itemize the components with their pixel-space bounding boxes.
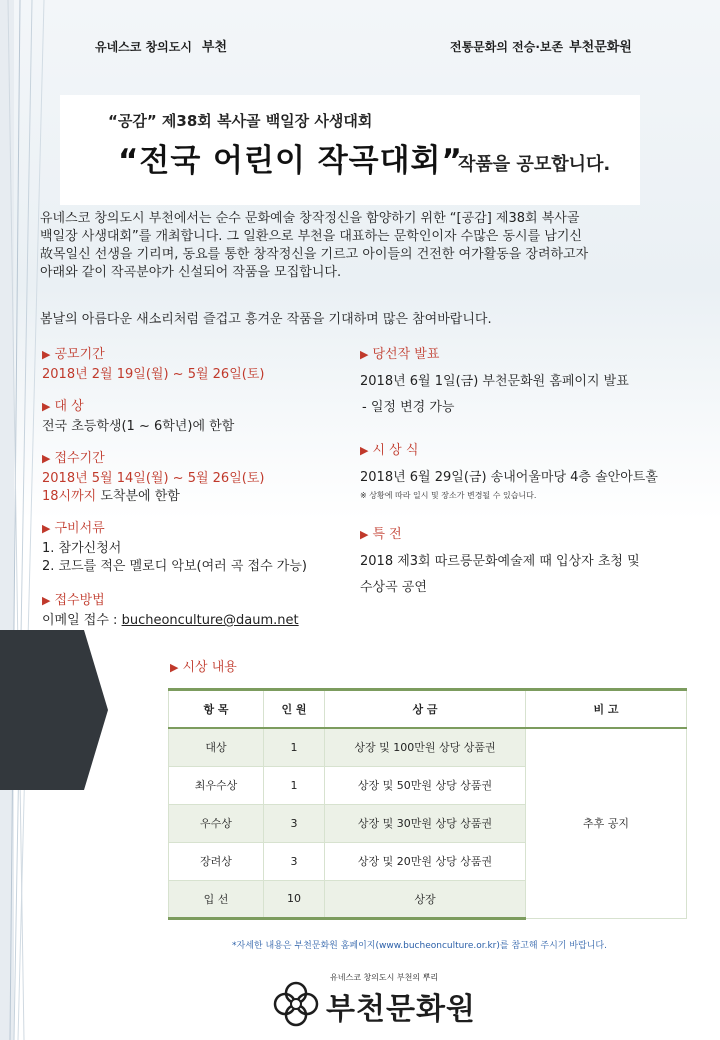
prize-award: 상장 (325, 880, 526, 918)
main-title-suffix: 작품을 공모합니다. (458, 154, 611, 175)
header-left-city: 부천 (201, 40, 228, 55)
method-prefix: 이메일 접수 : (42, 613, 122, 628)
section-label: 접수기간 (54, 451, 105, 466)
prize-item: 최우수상 (169, 766, 264, 804)
prize-item: 우수상 (169, 804, 264, 842)
prize-count: 3 (264, 804, 325, 842)
prize-item: 대상 (169, 728, 264, 766)
docs-item: 2. 코드를 적은 멜로디 악보(여러 곡 접수 가능) (42, 559, 307, 574)
cultural-center-logo-icon (270, 978, 322, 1030)
section-label: 공모기간 (54, 347, 105, 362)
ceremony-value: 2018년 6월 29일(금) 송내어울마당 4층 솔안아트홀 (360, 470, 658, 485)
section-special (360, 526, 640, 597)
triangle-right-icon: ▶ (360, 444, 369, 457)
triangle-right-icon: ▶ (42, 594, 51, 607)
prize-item: 장려상 (169, 842, 264, 880)
triangle-right-icon: ▶ (360, 528, 369, 541)
table-header: 인 원 (264, 690, 325, 729)
submit-deadline: 18시까지 (42, 489, 97, 504)
table-header: 비 고 (526, 690, 687, 729)
prize-count: 1 (264, 766, 325, 804)
logo-subtitle: 유네스코 창의도시 부천의 뿌리 (330, 973, 439, 982)
intro-line: 백일장 사생대회”를 개최합니다. 그 일환으로 부천을 대표하는 문학인이자 수많은 동시를 남기신 (40, 229, 582, 244)
header-left-prefix: 유네스코 창의도시 (95, 40, 192, 54)
table-header: 상 금 (325, 690, 526, 729)
section-method (42, 592, 299, 630)
table-row (169, 728, 687, 766)
special-value-2: 수상곡 공연 (360, 580, 427, 595)
intro-line: 故목일신 선생을 기리며, 동요를 통한 창작정신을 기르고 아이들의 건전한 여가활동을 장려하고자 (40, 247, 589, 262)
section-submit (42, 450, 264, 506)
prize-remark: 추후 공지 (526, 728, 687, 918)
section-label: 시 상 식 (372, 443, 419, 458)
intro-paragraph (40, 210, 690, 282)
section-label: 대 상 (54, 399, 84, 414)
intro-line: 아래와 같이 작곡분야가 신설되어 작품을 모집합니다. (40, 265, 342, 280)
prize-award: 상장 및 100만원 상당 상품권 (325, 728, 526, 766)
arrow-pentagon-shape (0, 630, 110, 790)
prize-award: 상장 및 20만원 상당 상품권 (325, 842, 526, 880)
submit-value: 2018년 5월 14일(월) ~ 5월 26일(토) (42, 471, 265, 486)
section-ceremony (360, 442, 658, 505)
special-value: 2018 제3회 따르릉문화예술제 때 입상자 초청 및 (360, 554, 640, 569)
triangle-right-icon: ▶ (42, 452, 51, 465)
submit-deadline-rest: 도착분에 한함 (96, 489, 180, 504)
section-period (42, 346, 264, 384)
closing-sentence: 봄날의 아름다운 새소리처럼 즐겁고 흥겨운 작품을 기대하며 많은 참여바랍니다. (40, 312, 492, 327)
section-announce (360, 346, 629, 417)
announce-note: - 일정 변경 가능 (362, 400, 455, 415)
target-value: 전국 초등학생(1 ~ 6학년)에 한함 (42, 419, 235, 434)
prize-award: 상장 및 30만원 상당 상품권 (325, 804, 526, 842)
prize-count: 1 (264, 728, 325, 766)
announce-value: 2018년 6월 1일(금) 부천문화원 홈페이지 발표 (360, 374, 629, 389)
docs-item: 1. 참가신청서 (42, 541, 122, 556)
header-right (450, 36, 632, 55)
prize-section-label (170, 656, 237, 675)
prize-item: 입 선 (169, 880, 264, 918)
logo-name: 부천문화원 (326, 992, 476, 1027)
triangle-right-icon: ▶ (42, 348, 51, 361)
section-label: 특 전 (372, 527, 402, 542)
triangle-right-icon: ▶ (170, 661, 179, 674)
email-link[interactable]: bucheonculture@daum.net (121, 613, 299, 628)
prize-count: 3 (264, 842, 325, 880)
header-right-org: 부천문화원 (569, 40, 632, 55)
triangle-right-icon: ▶ (42, 400, 51, 413)
section-target (42, 398, 234, 436)
ceremony-note: ※ 상황에 따라 일시 및 장소가 변경될 수 있습니다. (360, 491, 537, 500)
table-header: 항 목 (169, 690, 264, 729)
prize-award: 상장 및 50만원 상당 상품권 (325, 766, 526, 804)
triangle-right-icon: ▶ (360, 348, 369, 361)
main-title: “전국 어린이 작곡대회” (118, 143, 463, 179)
section-label: 접수방법 (54, 593, 105, 608)
section-label: 구비서류 (54, 521, 105, 536)
section-label: 당선작 발표 (372, 347, 440, 362)
prize-table (168, 688, 687, 920)
header-right-prefix: 전통문화의 전승·보존 (450, 40, 564, 54)
header-left (95, 36, 227, 55)
prize-count: 10 (264, 880, 325, 918)
footnote: *자세한 내용은 부천문화원 홈페이지(www.bucheonculture.or.kr)를 참고해 주시기 바랍니다. (232, 941, 607, 951)
period-value: 2018년 2월 19일(월) ~ 5월 26일(토) (42, 367, 265, 382)
section-docs (42, 520, 307, 576)
section-label: 시상 내용 (182, 660, 237, 675)
subtitle: “공감” 제38회 복사골 백일장 사생대회 (108, 112, 373, 130)
intro-line: 유네스코 창의도시 부천에서는 순수 문화예술 창작정신을 함양하기 위한 “[공감] 제38회 복사골 (40, 211, 580, 226)
triangle-right-icon: ▶ (42, 522, 51, 535)
